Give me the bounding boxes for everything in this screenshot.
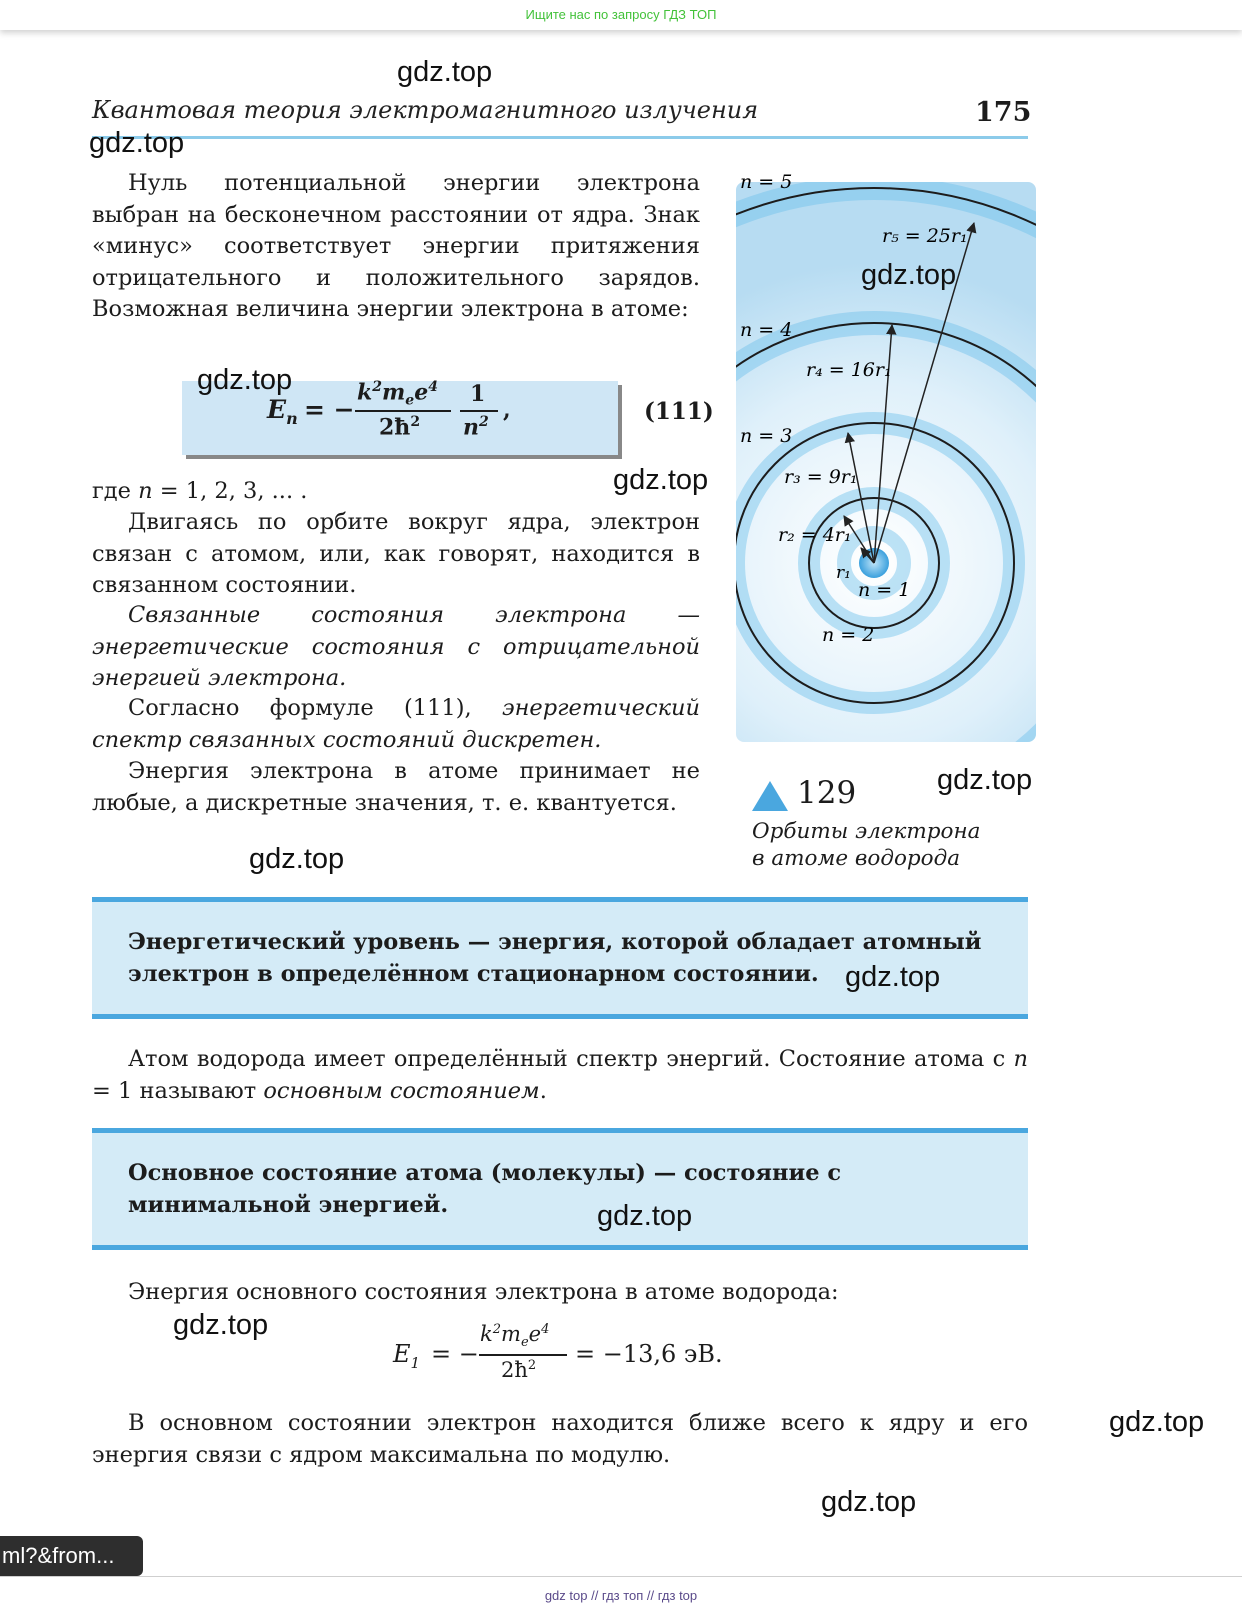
label-n3: n = 3: [740, 425, 793, 447]
search-hint-link[interactable]: Ищите нас по запросу ГДЗ ТОП: [525, 7, 717, 22]
formula-comma: ,: [503, 397, 511, 423]
watermark: gdz.top: [397, 56, 493, 88]
label-n5: n = 5: [740, 171, 793, 193]
equation-number: (111): [644, 398, 714, 425]
definition-ground-state: [92, 1128, 1028, 1250]
watermark: gdz.top: [1109, 1406, 1205, 1438]
definition-ground-state-text: Основное состояние атома (молекулы) — состояние с минимальной энергией.: [128, 1160, 842, 1218]
ground-denominator: $2ħ^2$: [501, 1358, 537, 1382]
footer-links[interactable]: gdz top // гдз топ // гдз top: [544, 1588, 698, 1603]
intro-paragraph: Нуль потенциальной энергии электрона выбран на бесконечном расстоянии от ядра. Знак «минус» соответствует энергии притяжения отрицательного и положительного зарядов. Возможная величина энергии электрона в атоме:: [92, 170, 700, 322]
ground-lhs: $E_1$: [393, 1340, 421, 1372]
fraction2-bar: [460, 410, 498, 412]
watermark: gdz.top: [845, 961, 941, 993]
label-n1: n = 1: [858, 579, 911, 601]
label-r5: r₅ = 25r₁: [882, 225, 968, 247]
ground-numerator: $k^2m_ee^4$: [480, 1322, 550, 1351]
fraction-bar: [355, 410, 451, 412]
watermark: gdz.top: [937, 764, 1033, 796]
header-rule: [92, 136, 1028, 139]
formula-lhs: $E_n$: [267, 395, 298, 428]
label-r2: r₂ = 4r₁: [778, 524, 852, 546]
bound-state-definition: Связанные состояния электрона — энергетические состояния с отрицательной энергией электрона.: [92, 602, 700, 691]
spectrum-paragraph: Согласно формуле (111), энергетический спектр связанных состояний дискретен.: [92, 695, 700, 753]
running-title: Квантовая теория электромагнитного излучения: [92, 96, 759, 124]
where-line: где n = 1, 2, 3, ... .: [92, 478, 308, 504]
ground-fraction-bar: [479, 1354, 567, 1356]
triangle-marker-icon: [752, 778, 792, 814]
label-n2: n = 2: [822, 624, 875, 646]
final-paragraph: В основном состоянии электрон находится ближе всего к ядру и его энергия связи с ядром максимальна по модулю.: [92, 1410, 1028, 1468]
formula-equals: = −: [304, 395, 355, 424]
watermark: gdz.top: [173, 1309, 269, 1341]
url-tooltip[interactable]: ml?&from...: [0, 1536, 143, 1576]
label-r3: r₃ = 9r₁: [784, 466, 858, 488]
page-number: 175: [975, 97, 1032, 128]
orbit-figure: [736, 168, 1036, 753]
formula-numerator: $k^2m_ee^4$: [357, 379, 438, 409]
watermark: gdz.top: [613, 464, 709, 496]
label-r4: r₄ = 16r₁: [806, 359, 892, 381]
formula-111: [267, 377, 607, 457]
figure-number: 129: [797, 775, 857, 811]
definition-energy-level: [92, 897, 1028, 1019]
bound-state-paragraph: Двигаясь по орбите вокруг ядра, электрон связан с атомом, или, как говорят, находится в связанном состоянии.: [92, 509, 700, 598]
fraction2-numerator: 1: [470, 381, 486, 407]
ground-energy-paragraph: Энергия основного состояния электрона в атоме водорода:: [128, 1279, 839, 1305]
ground-result: = −13,6 эВ.: [575, 1340, 723, 1368]
ground-equals: = −: [431, 1340, 479, 1368]
watermark: gdz.top: [597, 1200, 693, 1232]
orbit-background: [736, 168, 1036, 753]
watermark: gdz.top: [197, 364, 293, 396]
watermark: gdz.top: [89, 127, 185, 159]
label-r1: r₁: [836, 563, 851, 583]
fraction2-denominator: $n^2$: [463, 414, 489, 441]
top-banner: [0, 0, 1242, 30]
watermark: gdz.top: [821, 1486, 917, 1518]
figure-caption-line2: в атоме водорода: [752, 846, 961, 871]
definition-energy-level-text: Энергетический уровень — энергия, которой обладает атомный электрон в определённом стационарном состоянии.: [128, 929, 982, 987]
watermark: gdz.top: [249, 843, 345, 875]
watermark: gdz.top: [861, 259, 957, 291]
formula-ground: [393, 1320, 753, 1400]
quantized-paragraph: Энергия электрона в атоме принимает не любые, а дискретные значения, т. е. квантуется.: [92, 758, 700, 816]
formula-denominator: $2ħ^2$: [379, 414, 421, 441]
label-n4: n = 4: [740, 319, 793, 341]
footer-rule: [0, 1576, 1242, 1577]
figure-caption-line1: Орбиты электрона: [752, 819, 981, 844]
hydrogen-paragraph: Атом водорода имеет определённый спектр энергий. Состояние атома с n = 1 называют основным состоянием.: [92, 1046, 1028, 1104]
